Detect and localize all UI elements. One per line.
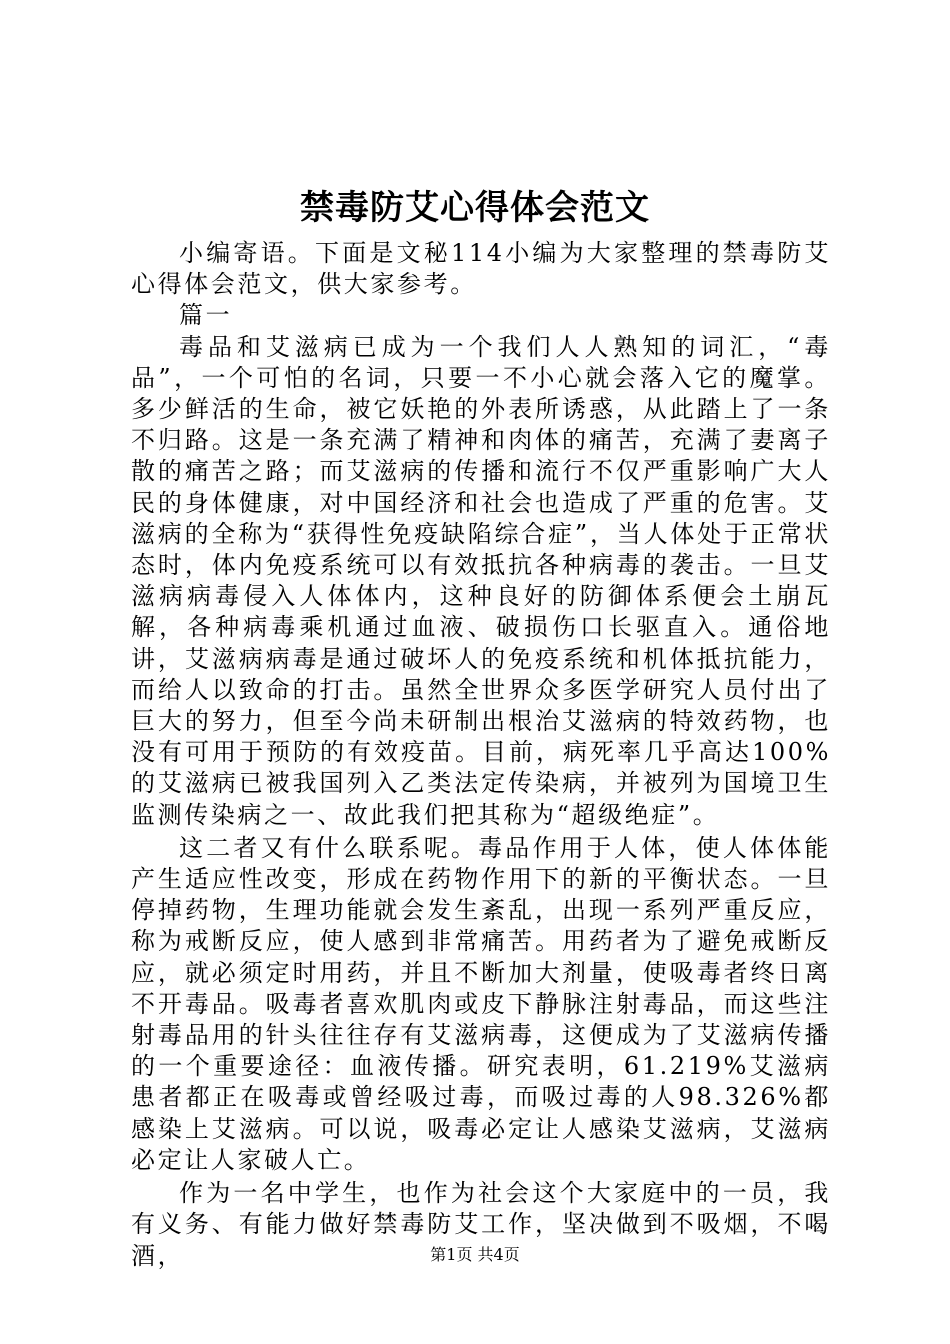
body-paragraph: 作为一名中学生，也作为社会这个大家庭中的一员，我有义务、有能力做好禁毒防艾工作，坚决做到不吸烟，不喝酒，: [131, 1179, 831, 1270]
body-paragraph: 毒品和艾滋病已成为一个我们人人熟知的词汇，“毒品”，一个可怕的名词，只要一不小心就会落入它的魔掌。多少鲜活的生命，被它妖艳的外表所诱惑，从此踏上了一条不归路。这是一条充满了精神和肉体的痛苦，充满了妻离子散的痛苦之路；而艾滋病的传播和流行不仅严重影响广大人民的身体健康，对中国经济和社会也造成了严重的危害。艾滋病的全称为“获得性免疫缺陷综合症”，当人体处于正常状态时，体内免疫系统可以有效抵抗各种病毒的袭击。一旦艾滋病病毒侵入人体体内，这种良好的防御体系便会土崩瓦解，各种病毒乘机通过血液、破损伤口长驱直入。通俗地讲，艾滋病病毒是通过破坏人的免疫系统和机体抵抗能力，而给人以致命的打击。虽然全世界众多医学研究人员付出了巨大的努力，但至今尚未研制出根治艾滋病的特效药物，也没有可用于预防的有效疫苗。目前，病死率几乎高达100%的艾滋病已被我国列入乙类法定传染病，并被列为国境卫生监测传染病之一、故此我们把其称为“超级绝症”。: [131, 332, 831, 829]
page-footer: 第1页 共4页: [430, 1245, 520, 1264]
document-title: 禁毒防艾心得体会范文: [300, 188, 650, 228]
section-heading: 篇一: [179, 301, 233, 330]
body-paragraph: 这二者又有什么联系呢。毒品作用于人体，使人体体能产生适应性改变，形成在药物作用下的新的平衡状态。一旦停掉药物，生理功能就会发生紊乱，出现一系列严重反应，称为戒断反应，使人感到非常痛苦。用药者为了避免戒断反应，就必须定时用药，并且不断加大剂量，使吸毒者终日离不开毒品。吸毒者喜欢肌肉或皮下静脉注射毒品，而这些注射毒品用的针头往往存有艾滋病毒，这便成为了艾滋病传播的一个重要途径：血液传播。研究表明，61.219%艾滋病患者都正在吸毒或曾经吸过毒，而吸过毒的人98.326%都感染上艾滋病。可以说，吸毒必定让人感染艾滋病，艾滋病必定让人家破人亡。: [131, 833, 831, 1174]
intro-paragraph: 小编寄语。下面是文秘114小编为大家整理的禁毒防艾心得体会范文，供大家参考。: [131, 239, 831, 299]
document-body: [131, 238, 831, 1272]
